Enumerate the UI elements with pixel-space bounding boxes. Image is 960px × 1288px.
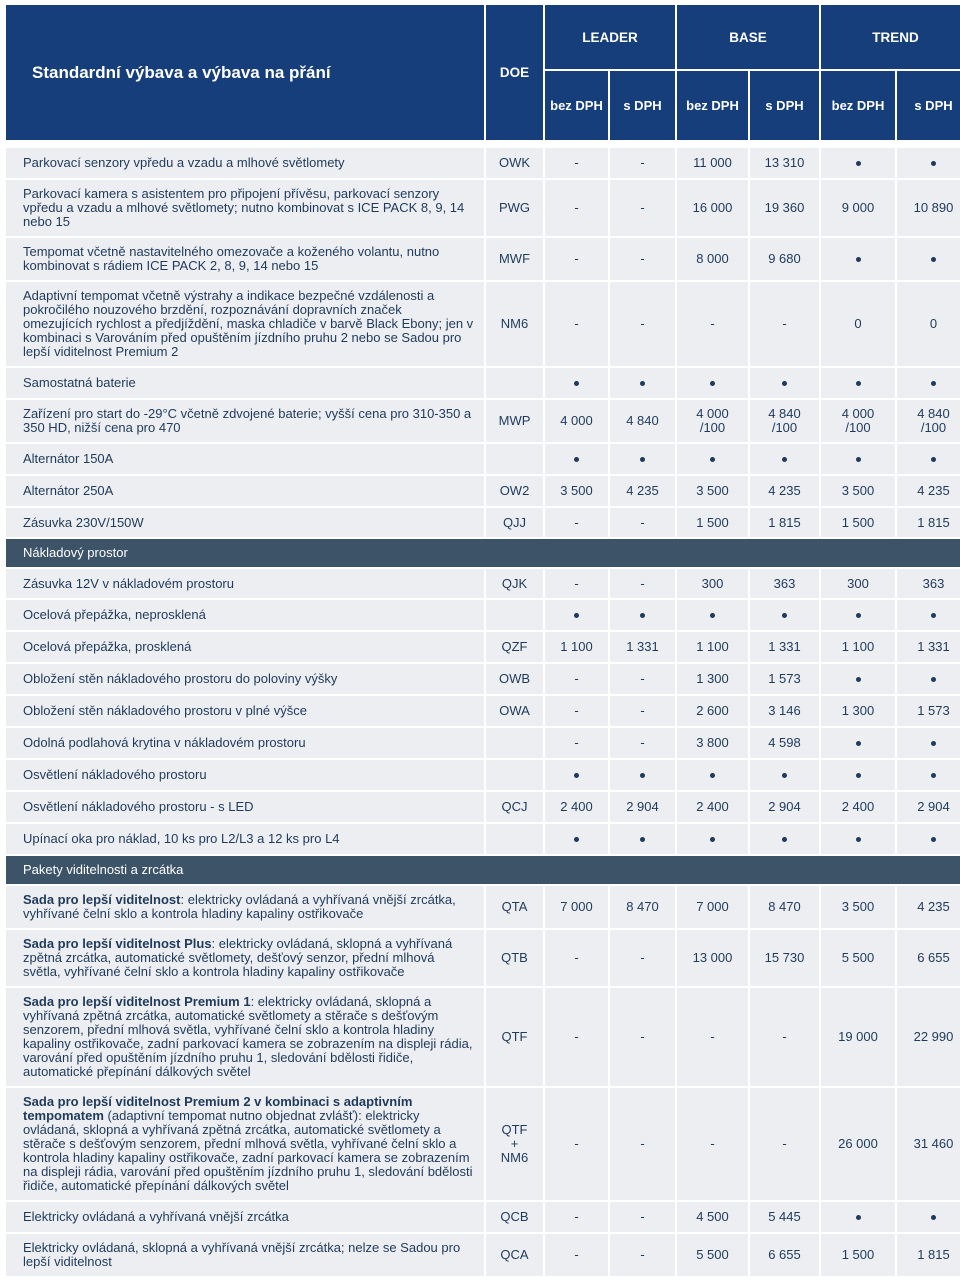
- standard-dot-icon: [931, 677, 936, 682]
- price-cell: 6 655: [897, 930, 960, 986]
- option-code: MWP: [486, 400, 543, 442]
- option-code: [486, 760, 543, 790]
- standard-dot-icon: [574, 837, 579, 842]
- standard-dot-cell: [897, 444, 960, 474]
- row-label-text: Obložení stěn nákladového prostoru v plné výšce: [23, 703, 308, 718]
- price-cell: -: [545, 664, 608, 694]
- price-cell: 4 235: [750, 476, 819, 506]
- price-cell: 363: [750, 569, 819, 598]
- standard-dot-cell: [821, 600, 895, 630]
- price-cell: -: [610, 148, 675, 178]
- standard-dot-icon: [640, 613, 645, 618]
- standard-dot-icon: [640, 381, 645, 386]
- price-cell: -: [610, 508, 675, 537]
- standard-dot-icon: [856, 161, 861, 166]
- price-cell: -: [610, 696, 675, 726]
- price-cell: 1 100: [677, 632, 748, 662]
- option-code: QZF: [486, 632, 543, 662]
- row-label-text: Osvětlení nákladového prostoru: [23, 767, 207, 782]
- price-cell: 9 000: [821, 180, 895, 236]
- trend-net-header: bez DPH: [821, 71, 895, 140]
- standard-dot-icon: [574, 457, 579, 462]
- price-cell: -: [545, 148, 608, 178]
- standard-dot-cell: [677, 444, 748, 474]
- price-cell: 13 310: [750, 148, 819, 178]
- standard-dot-icon: [931, 741, 936, 746]
- row-label-bold: Sada pro lepší viditelnost Premium 1: [23, 994, 251, 1009]
- row-label: [6, 886, 484, 928]
- price-cell: 1 100: [821, 632, 895, 662]
- price-cell: 4 840 /100: [897, 400, 960, 442]
- row-label-text: : elektricky ovládaná, sklopná a vyhřívaná zpětná zrcátka, automatické světlomety a stěrače s dešťovým senzorem, přední mlhová světla, vyhřívané čelní sklo a kontrola hladiny kapaliny ostřikovače, zadní parkovací kamera se zobrazením na displeji rádia, varování před opuštěním jízdního pruhu 1, sledování bdělosti řidiče, automatické přepínání dálkových světel: [23, 994, 473, 1079]
- standard-dot-cell: [821, 148, 895, 178]
- standard-dot-icon: [856, 677, 861, 682]
- row-label-text: Parkovací senzory vpředu a vzadu a mlhové světlomety: [23, 155, 345, 170]
- row-label-text: : elektricky ovládaná, sklopná a vyhřívaná zpětná zrcátka, automatické světlomety, dešťový senzor, přední mlhová světla, vyhřívané čelní sklo a kontrola hladiny kapaliny ostřikovače: [23, 936, 453, 979]
- price-cell: -: [610, 728, 675, 758]
- price-cell: -: [545, 238, 608, 280]
- price-cell: 1 300: [677, 664, 748, 694]
- price-cell: 2 400: [821, 792, 895, 822]
- row-label-text: Parkovací kamera s asistentem pro připojení přívěsu, parkovací senzory vpředu a vzadu a mlhové světlomety; nutno kombinovat s ICE PACK 8, 9, 14 nebo 15: [23, 186, 465, 229]
- standard-dot-icon: [931, 381, 936, 386]
- row-label: [6, 824, 484, 854]
- row-label: [6, 508, 484, 537]
- standard-dot-icon: [782, 381, 787, 386]
- equipment-table: [6, 5, 956, 1278]
- standard-dot-icon: [782, 457, 787, 462]
- row-label-text: Ocelová přepážka, prosklená: [23, 639, 192, 654]
- row-label: [6, 148, 484, 178]
- standard-dot-cell: [610, 368, 675, 398]
- row-label: [6, 930, 484, 986]
- trend-header: TREND: [821, 5, 960, 69]
- option-code: [486, 600, 543, 630]
- row-label-bold: Sada pro lepší viditelnost: [23, 892, 181, 907]
- price-cell: -: [677, 988, 748, 1086]
- standard-dot-icon: [574, 613, 579, 618]
- standard-dot-icon: [574, 381, 579, 386]
- standard-dot-cell: [610, 600, 675, 630]
- leader-gross-header: s DPH: [610, 71, 675, 140]
- price-cell: 300: [677, 569, 748, 598]
- standard-dot-cell: [610, 760, 675, 790]
- price-cell: -: [545, 282, 608, 366]
- row-label: [6, 476, 484, 506]
- price-cell: 6 655: [750, 1234, 819, 1276]
- price-cell: 19 000: [821, 988, 895, 1086]
- row-label-text: Tempomat včetně nastavitelného omezovače a koženého volantu, nutno kombinovat s rádiem ICE PACK 2, 8, 9, 14 nebo 15: [23, 244, 440, 273]
- price-cell: -: [610, 282, 675, 366]
- row-label-text: Zařízení pro start do -29°C včetně zdvojené baterie; vyšší cena pro 310-350 a 350 HD, nižší cena pro 470: [23, 406, 472, 435]
- option-code: [486, 368, 543, 398]
- standard-dot-cell: [821, 444, 895, 474]
- option-code: QCB: [486, 1202, 543, 1232]
- row-label: [6, 792, 484, 822]
- standard-dot-cell: [677, 760, 748, 790]
- row-label-bold: Sada pro lepší viditelnost Premium 2 v kombinaci s adaptivním tempomatem: [23, 1094, 413, 1123]
- standard-dot-cell: [677, 600, 748, 630]
- price-cell: 2 400: [545, 792, 608, 822]
- price-cell: 1 331: [610, 632, 675, 662]
- price-cell: -: [545, 508, 608, 537]
- row-label-text: Elektricky ovládaná a vyhřívaná vnější zrcátka: [23, 1209, 289, 1224]
- option-code: PWG: [486, 180, 543, 236]
- standard-dot-cell: [897, 600, 960, 630]
- price-cell: 4 500: [677, 1202, 748, 1232]
- row-label: [6, 400, 484, 442]
- price-cell: 0: [821, 282, 895, 366]
- row-label-text: : elektricky ovládaná a vyhřívaná vnější zrcátka, vyhřívané čelní sklo a kontrola hladiny kapaliny ostřikovače: [23, 892, 456, 921]
- option-code: OWK: [486, 148, 543, 178]
- row-label: [6, 1088, 484, 1200]
- base-gross-header: s DPH: [750, 71, 819, 140]
- price-cell: 11 000: [677, 148, 748, 178]
- price-cell: -: [610, 664, 675, 694]
- standard-dot-icon: [640, 457, 645, 462]
- price-cell: 4 235: [897, 476, 960, 506]
- standard-dot-cell: [821, 728, 895, 758]
- standard-dot-icon: [931, 457, 936, 462]
- option-code: [486, 728, 543, 758]
- row-label: [6, 696, 484, 726]
- standard-dot-cell: [897, 148, 960, 178]
- option-code: [486, 824, 543, 854]
- row-label-text: Alternátor 250A: [23, 483, 114, 498]
- row-label-text: Odolná podlahová krytina v nákladovém prostoru: [23, 735, 306, 750]
- price-cell: -: [545, 569, 608, 598]
- row-label: [6, 988, 484, 1086]
- price-cell: 1 573: [750, 664, 819, 694]
- standard-dot-icon: [856, 381, 861, 386]
- price-cell: 1 100: [545, 632, 608, 662]
- standard-dot-cell: [545, 824, 608, 854]
- price-cell: -: [750, 988, 819, 1086]
- price-cell: -: [545, 930, 608, 986]
- price-cell: -: [545, 1088, 608, 1200]
- price-cell: -: [610, 1234, 675, 1276]
- price-cell: 363: [897, 569, 960, 598]
- price-cell: -: [677, 282, 748, 366]
- leader-header: LEADER: [545, 5, 675, 69]
- standard-dot-cell: [545, 600, 608, 630]
- row-label: [6, 282, 484, 366]
- option-code: NM6: [486, 282, 543, 366]
- trend-gross-header: s DPH: [897, 71, 960, 140]
- price-cell: -: [545, 728, 608, 758]
- row-label: [6, 368, 484, 398]
- standard-dot-cell: [897, 238, 960, 280]
- standard-dot-cell: [677, 368, 748, 398]
- standard-dot-cell: [750, 368, 819, 398]
- standard-dot-cell: [545, 760, 608, 790]
- price-cell: 1 331: [750, 632, 819, 662]
- standard-dot-cell: [610, 444, 675, 474]
- price-cell: 300: [821, 569, 895, 598]
- price-cell: 3 500: [821, 886, 895, 928]
- price-cell: 5 500: [677, 1234, 748, 1276]
- price-cell: 3 500: [677, 476, 748, 506]
- price-cell: 31 460: [897, 1088, 960, 1200]
- standard-dot-cell: [821, 824, 895, 854]
- doe-header: DOE: [486, 5, 543, 140]
- price-cell: -: [610, 180, 675, 236]
- standard-dot-icon: [640, 837, 645, 842]
- option-code: QTF: [486, 988, 543, 1086]
- option-code: OWB: [486, 664, 543, 694]
- price-cell: 19 360: [750, 180, 819, 236]
- price-cell: 4 840: [610, 400, 675, 442]
- standard-dot-icon: [856, 1215, 861, 1220]
- standard-dot-icon: [856, 257, 861, 262]
- price-cell: 7 000: [677, 886, 748, 928]
- standard-dot-icon: [574, 773, 579, 778]
- price-cell: 8 470: [750, 886, 819, 928]
- price-cell: -: [545, 1202, 608, 1232]
- standard-dot-cell: [897, 1202, 960, 1232]
- row-label: [6, 600, 484, 630]
- option-code: QTB: [486, 930, 543, 986]
- option-code: OWA: [486, 696, 543, 726]
- section-header: Pakety viditelnosti a zrcátka: [6, 856, 960, 884]
- price-cell: 1 500: [677, 508, 748, 537]
- row-label-text: Elektricky ovládaná, sklopná a vyhřívaná vnější zrcátka; nelze se Sadou pro lepší viditelnost: [23, 1240, 461, 1269]
- price-cell: -: [545, 180, 608, 236]
- price-cell: 2 904: [610, 792, 675, 822]
- option-code: QTA: [486, 886, 543, 928]
- standard-dot-cell: [750, 600, 819, 630]
- standard-dot-icon: [782, 773, 787, 778]
- price-cell: 2 400: [677, 792, 748, 822]
- option-code: MWF: [486, 238, 543, 280]
- standard-dot-icon: [782, 613, 787, 618]
- standard-dot-icon: [931, 773, 936, 778]
- row-label: [6, 238, 484, 280]
- option-code: QCA: [486, 1234, 543, 1276]
- row-label: [6, 664, 484, 694]
- price-cell: -: [610, 1202, 675, 1232]
- option-code: QJJ: [486, 508, 543, 537]
- price-cell: 8 470: [610, 886, 675, 928]
- row-label-text: Zásuvka 12V v nákladovém prostoru: [23, 575, 234, 591]
- price-cell: 0: [897, 282, 960, 366]
- price-cell: 4 000: [545, 400, 608, 442]
- price-cell: -: [610, 930, 675, 986]
- price-cell: 15 730: [750, 930, 819, 986]
- standard-dot-cell: [897, 728, 960, 758]
- option-code: [486, 444, 543, 474]
- price-cell: 4 598: [750, 728, 819, 758]
- row-label: [6, 760, 484, 790]
- price-cell: 7 000: [545, 886, 608, 928]
- price-cell: 1 500: [821, 508, 895, 537]
- option-code: QJK: [486, 569, 543, 598]
- price-cell: 4 000 /100: [677, 400, 748, 442]
- standard-dot-cell: [897, 664, 960, 694]
- row-label: [6, 1202, 484, 1232]
- base-header: BASE: [677, 5, 819, 69]
- row-label-text: Adaptivní tempomat včetně výstrahy a indikace bezpečné vzdálenosti a pokročilého nouzového brzdění, rozpoznávání dopravních značek omezujících rychlost a předjíždění, maska chladiče v barvě Black Ebony; jen v kombinaci s Varováním před opuštěním jízdního pruhu 2 nebo se Sadou pro lepší viditelnost Premium 2: [23, 288, 474, 359]
- row-label-text: Samostatná baterie: [23, 375, 136, 390]
- standard-dot-icon: [710, 773, 715, 778]
- price-cell: -: [610, 569, 675, 598]
- price-cell: 16 000: [677, 180, 748, 236]
- price-cell: 1 815: [897, 1234, 960, 1276]
- price-cell: 2 904: [897, 792, 960, 822]
- standard-dot-icon: [856, 741, 861, 746]
- leader-net-header: bez DPH: [545, 71, 608, 140]
- row-label-text: Zásuvka 230V/150W: [23, 514, 144, 530]
- price-cell: -: [677, 1088, 748, 1200]
- standard-dot-icon: [710, 381, 715, 386]
- option-code: QCJ: [486, 792, 543, 822]
- price-cell: 5 445: [750, 1202, 819, 1232]
- standard-dot-icon: [931, 1215, 936, 1220]
- standard-dot-cell: [821, 1202, 895, 1232]
- price-cell: 1 500: [821, 1234, 895, 1276]
- price-cell: 3 500: [821, 476, 895, 506]
- standard-dot-cell: [821, 238, 895, 280]
- standard-dot-cell: [610, 824, 675, 854]
- price-cell: 1 815: [897, 508, 960, 537]
- price-cell: 4 000 /100: [821, 400, 895, 442]
- standard-dot-icon: [931, 613, 936, 618]
- row-label: [6, 632, 484, 662]
- price-cell: -: [750, 282, 819, 366]
- price-cell: 26 000: [821, 1088, 895, 1200]
- price-cell: 9 680: [750, 238, 819, 280]
- price-cell: 13 000: [677, 930, 748, 986]
- price-cell: 1 815: [750, 508, 819, 537]
- standard-dot-cell: [821, 664, 895, 694]
- base-net-header: bez DPH: [677, 71, 748, 140]
- standard-dot-icon: [931, 837, 936, 842]
- row-label-text: (adaptivní tempomat nutno objednat zvlášť): elektricky ovládaná, sklopná a vyhřívaná zpětná zrcátka, automatické světlomety a stěrače s dešťovým senzorem, přední mlhová světla, vyhřívané čelní sklo a kontrola hladiny kapaliny ostřikovače, zadní parkovací kamera se zobrazením na displeji rádia, varování před opuštěním jízdního pruhu 1, sledování bdělosti řidiče, automatické přepínání dálkových světel: [23, 1108, 473, 1193]
- standard-dot-cell: [750, 824, 819, 854]
- price-cell: 8 000: [677, 238, 748, 280]
- standard-dot-icon: [710, 457, 715, 462]
- standard-dot-icon: [710, 613, 715, 618]
- row-label: [6, 180, 484, 236]
- row-label: [6, 1234, 484, 1276]
- row-label: [6, 728, 484, 758]
- price-cell: -: [545, 1234, 608, 1276]
- standard-dot-cell: [677, 824, 748, 854]
- standard-dot-icon: [931, 161, 936, 166]
- price-cell: 4 840 /100: [750, 400, 819, 442]
- standard-dot-cell: [750, 444, 819, 474]
- standard-dot-cell: [897, 368, 960, 398]
- row-label-bold: Sada pro lepší viditelnost Plus: [23, 936, 212, 951]
- standard-dot-cell: [821, 368, 895, 398]
- price-cell: 3 500: [545, 476, 608, 506]
- standard-dot-cell: [750, 760, 819, 790]
- standard-dot-icon: [710, 837, 715, 842]
- price-cell: 2 600: [677, 696, 748, 726]
- price-cell: 10 890: [897, 180, 960, 236]
- row-label-text: Alternátor 150A: [23, 451, 114, 466]
- standard-dot-cell: [897, 760, 960, 790]
- price-cell: 4 235: [897, 886, 960, 928]
- standard-dot-icon: [856, 837, 861, 842]
- row-label-text: Obložení stěn nákladového prostoru do poloviny výšky: [23, 671, 338, 686]
- standard-dot-icon: [640, 773, 645, 778]
- standard-dot-cell: [545, 368, 608, 398]
- price-cell: 1 573: [897, 696, 960, 726]
- row-label-text: Ocelová přepážka, neprosklená: [23, 607, 206, 622]
- standard-dot-icon: [856, 773, 861, 778]
- standard-dot-icon: [931, 257, 936, 262]
- price-cell: -: [610, 988, 675, 1086]
- price-cell: 3 800: [677, 728, 748, 758]
- standard-dot-icon: [856, 613, 861, 618]
- standard-dot-icon: [782, 837, 787, 842]
- price-cell: 22 990: [897, 988, 960, 1086]
- option-code: OW2: [486, 476, 543, 506]
- price-cell: 4 235: [610, 476, 675, 506]
- price-cell: -: [610, 238, 675, 280]
- price-cell: 5 500: [821, 930, 895, 986]
- price-cell: 1 300: [821, 696, 895, 726]
- price-cell: -: [545, 696, 608, 726]
- standard-dot-cell: [545, 444, 608, 474]
- price-cell: 1 331: [897, 632, 960, 662]
- row-label: [6, 569, 484, 598]
- price-cell: 3 146: [750, 696, 819, 726]
- price-cell: -: [545, 988, 608, 1086]
- price-cell: 2 904: [750, 792, 819, 822]
- section-header: Nákladový prostor: [6, 539, 960, 567]
- price-cell: -: [610, 1088, 675, 1200]
- row-label-text: Upínací oka pro náklad, 10 ks pro L2/L3 a 12 ks pro L4: [23, 831, 340, 846]
- standard-dot-icon: [856, 457, 861, 462]
- standard-dot-cell: [897, 824, 960, 854]
- price-cell: -: [750, 1088, 819, 1200]
- row-label-text: Osvětlení nákladového prostoru - s LED: [23, 799, 254, 814]
- standard-dot-cell: [821, 760, 895, 790]
- table-title: Standardní výbava a výbava na přání: [6, 5, 484, 140]
- option-code: QTF + NM6: [486, 1088, 543, 1200]
- row-label: [6, 444, 484, 474]
